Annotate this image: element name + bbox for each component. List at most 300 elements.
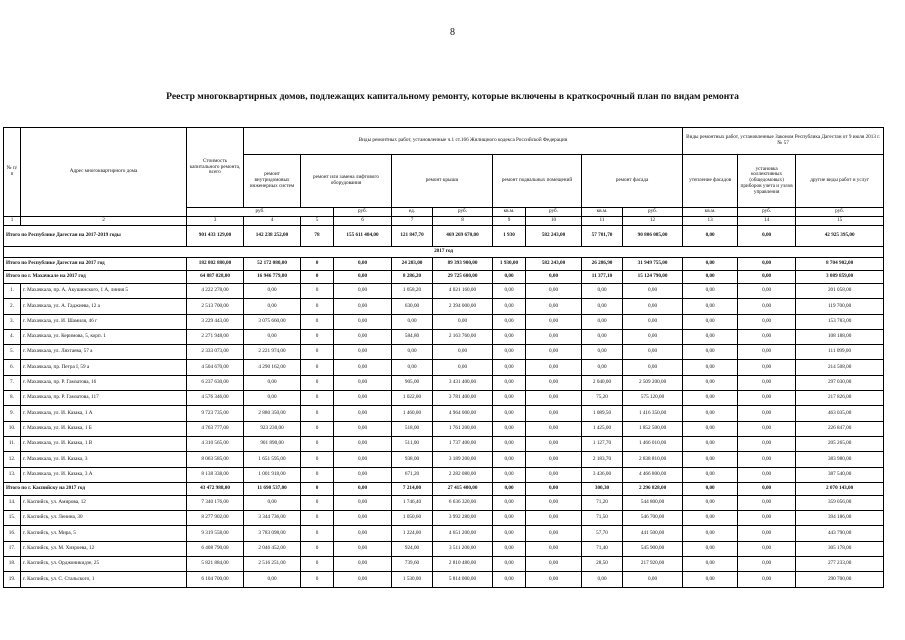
header-insulation: утепление фасадов bbox=[683, 155, 738, 208]
row-value: 1 761 200,00 bbox=[433, 421, 493, 436]
row-value: 1 001 918,00 bbox=[244, 467, 301, 482]
row-value: 511,00 bbox=[392, 436, 433, 451]
row-number: 11. bbox=[4, 436, 21, 451]
row-value: 0,00 bbox=[582, 329, 623, 344]
header-roof: ремонт крыши bbox=[392, 155, 493, 208]
row-value: 0,00 bbox=[526, 314, 582, 329]
row-value: 0,00 bbox=[623, 345, 683, 360]
row-value: 0,00 bbox=[244, 391, 301, 406]
unit-cell: кв.м. bbox=[493, 208, 526, 217]
row-value: 0,00 bbox=[738, 572, 796, 587]
total-value: 0,00 bbox=[738, 226, 796, 247]
row-value: 923 230,00 bbox=[244, 421, 301, 436]
row-value: 0 bbox=[301, 467, 334, 482]
row-value: 3 436,00 bbox=[582, 467, 623, 482]
row-value: 3 344 736,00 bbox=[244, 511, 301, 526]
table-row bbox=[4, 452, 884, 467]
total-value: 182 802 880,00 bbox=[187, 258, 244, 271]
row-value: 0 bbox=[301, 511, 334, 526]
total-value: 1 930 bbox=[493, 226, 526, 247]
row-value: 0,00 bbox=[683, 391, 738, 406]
row-number: 9. bbox=[4, 406, 21, 421]
row-value: 1 737 400,00 bbox=[433, 436, 493, 451]
row-value: 0,00 bbox=[582, 314, 623, 329]
total-rd-2017-row bbox=[4, 258, 884, 271]
row-value: 3 783 098,00 bbox=[244, 526, 301, 541]
row-value: 2 516 251,00 bbox=[244, 557, 301, 572]
row-value: 6 636 320,00 bbox=[433, 495, 493, 510]
total-label: Итого по г. Каспийску на 2017 год bbox=[4, 482, 187, 495]
row-value: 0,00 bbox=[334, 360, 392, 375]
row-address: г. Махачкала, пр. Р. Гамзатова, 16 bbox=[21, 375, 187, 390]
header-facade: ремонт фасада bbox=[582, 155, 683, 208]
row-value: 4 504 670,00 bbox=[187, 360, 244, 375]
table-row bbox=[4, 436, 884, 451]
row-value: 0,00 bbox=[683, 360, 738, 375]
row-value: 0,00 bbox=[526, 299, 582, 314]
row-value: 0,00 bbox=[738, 541, 796, 556]
row-value: 0,00 bbox=[738, 314, 796, 329]
total-value: 8 704 902,00 bbox=[796, 258, 884, 271]
column-number-cell: 6 bbox=[334, 217, 392, 226]
row-value: 0,00 bbox=[493, 329, 526, 344]
row-value: 0,00 bbox=[738, 345, 796, 360]
row-value: 8 277 902,00 bbox=[187, 511, 244, 526]
row-value: 4 290 162,00 bbox=[244, 360, 301, 375]
row-value: 57,70 bbox=[582, 526, 623, 541]
row-value: 0,00 bbox=[334, 572, 392, 587]
year-row bbox=[4, 247, 884, 258]
row-value: 0 bbox=[301, 329, 334, 344]
total-value: 0,00 bbox=[683, 258, 738, 271]
total-label: Итого по Республике Дагестан на 2017-2019 годы bbox=[4, 226, 187, 247]
row-value: 4 021 160,00 bbox=[433, 284, 493, 299]
row-value: 1 022,00 bbox=[392, 391, 433, 406]
table-row bbox=[4, 421, 884, 436]
row-value: 0,00 bbox=[493, 421, 526, 436]
header-meters: установка коллективных (общедомовых) приборов учета и узлов управления bbox=[738, 155, 796, 208]
row-value: 0,00 bbox=[582, 572, 623, 587]
row-value: 0,00 bbox=[738, 406, 796, 421]
row-value: 0,00 bbox=[683, 421, 738, 436]
row-value: 0 bbox=[301, 391, 334, 406]
row-value: 4 651 200,00 bbox=[433, 526, 493, 541]
row-value: 2 810 480,00 bbox=[433, 557, 493, 572]
row-value: 4 310 565,00 bbox=[187, 436, 244, 451]
row-value: 0,00 bbox=[526, 421, 582, 436]
row-value: 0,00 bbox=[244, 495, 301, 510]
row-value: 584,80 bbox=[392, 329, 433, 344]
row-value: 0,00 bbox=[493, 391, 526, 406]
row-value: 0,00 bbox=[738, 526, 796, 541]
unit-cell: руб. bbox=[796, 208, 884, 217]
row-address: г. Махачкала, пр. А. Акушинского, 1 А, линия 5 bbox=[21, 284, 187, 299]
total-value: 16 946 779,00 bbox=[244, 271, 301, 284]
row-value: 0,00 bbox=[738, 284, 796, 299]
row-value: 0,00 bbox=[738, 557, 796, 572]
row-value: 0,00 bbox=[433, 345, 493, 360]
row-number: 5. bbox=[4, 345, 21, 360]
column-number-cell: 7 bbox=[392, 217, 433, 226]
row-number: 18. bbox=[4, 557, 21, 572]
register-table bbox=[3, 127, 884, 588]
row-value: 0,00 bbox=[738, 391, 796, 406]
row-value: 111 099,00 bbox=[796, 345, 884, 360]
row-value: 0,00 bbox=[582, 360, 623, 375]
table-row bbox=[4, 511, 884, 526]
column-numbers-row bbox=[4, 217, 884, 226]
row-value: 0,00 bbox=[623, 299, 683, 314]
unit-cell: ед. bbox=[392, 208, 433, 217]
row-value: 2 513 700,00 bbox=[187, 299, 244, 314]
row-value: 0,00 bbox=[683, 375, 738, 390]
row-address: г. Махачкала, пр. Р. Гамзатова, 117 bbox=[21, 391, 187, 406]
row-value: 441 500,00 bbox=[623, 526, 683, 541]
row-value: 0,00 bbox=[526, 436, 582, 451]
table-row bbox=[4, 406, 884, 421]
row-value: 217 826,00 bbox=[796, 391, 884, 406]
column-number-cell: 4 bbox=[244, 217, 301, 226]
row-value: 0,00 bbox=[392, 360, 433, 375]
total-value: 142 238 252,00 bbox=[244, 226, 301, 247]
row-value: 0 bbox=[301, 572, 334, 587]
row-value: 0,00 bbox=[683, 345, 738, 360]
unit-cell: руб. bbox=[433, 208, 493, 217]
total-value: 155 611 484,00 bbox=[334, 226, 392, 247]
row-value: 0,00 bbox=[334, 495, 392, 510]
row-value: 671,20 bbox=[392, 467, 433, 482]
row-value: 545 900,00 bbox=[623, 541, 683, 556]
row-value: 0,00 bbox=[493, 467, 526, 482]
row-value: 630,00 bbox=[392, 299, 433, 314]
row-number: 14. bbox=[4, 495, 21, 510]
row-value: 4 763 777,00 bbox=[187, 421, 244, 436]
row-value: 938,00 bbox=[392, 452, 433, 467]
row-value: 0,00 bbox=[683, 452, 738, 467]
row-value: 0 bbox=[301, 436, 334, 451]
row-number: 6. bbox=[4, 360, 21, 375]
row-value: 1 425,00 bbox=[582, 421, 623, 436]
row-number: 8. bbox=[4, 391, 21, 406]
row-value: 0 bbox=[301, 299, 334, 314]
total-value: 0 bbox=[301, 271, 334, 284]
row-value: 2 838 810,00 bbox=[623, 452, 683, 467]
row-value: 3 229 443,00 bbox=[187, 314, 244, 329]
row-value: 0 bbox=[301, 495, 334, 510]
row-value: 0,00 bbox=[582, 284, 623, 299]
row-value: 359 056,00 bbox=[796, 495, 884, 510]
total-value: 89 393 900,00 bbox=[433, 258, 493, 271]
row-value: 0,00 bbox=[526, 284, 582, 299]
row-value: 2 271 948,00 bbox=[187, 329, 244, 344]
row-value: 4 964 000,00 bbox=[433, 406, 493, 421]
row-value: 0,00 bbox=[334, 391, 392, 406]
row-value: 0,00 bbox=[683, 526, 738, 541]
total-value: 0,00 bbox=[493, 271, 526, 284]
row-value: 0,00 bbox=[493, 452, 526, 467]
row-value: 28,50 bbox=[582, 557, 623, 572]
row-value: 387 540,00 bbox=[796, 467, 884, 482]
row-value: 0,00 bbox=[526, 572, 582, 587]
total-label: Итого по г. Махачкале на 2017 год bbox=[4, 271, 187, 284]
column-number-cell: 15 bbox=[796, 217, 884, 226]
row-value: 201 058,00 bbox=[796, 284, 884, 299]
row-value: 905,00 bbox=[392, 375, 433, 390]
row-value: 6 104 700,00 bbox=[187, 572, 244, 587]
row-value: 0,00 bbox=[526, 526, 582, 541]
row-value: 2 163 760,00 bbox=[433, 329, 493, 344]
row-value: 2 333 073,00 bbox=[187, 345, 244, 360]
total-value: 300,30 bbox=[582, 482, 623, 495]
column-number-cell: 12 bbox=[623, 217, 683, 226]
row-value: 9 723 735,00 bbox=[187, 406, 244, 421]
row-value: 119 700,00 bbox=[796, 299, 884, 314]
row-number: 1. bbox=[4, 284, 21, 299]
total-value: 0 bbox=[301, 482, 334, 495]
row-value: 0,00 bbox=[526, 329, 582, 344]
row-value: 4 576 346,00 bbox=[187, 391, 244, 406]
row-value: 0,00 bbox=[683, 329, 738, 344]
row-value: 0,00 bbox=[526, 495, 582, 510]
row-value: 0 bbox=[301, 406, 334, 421]
row-value: 0,00 bbox=[493, 557, 526, 572]
row-value: 0,00 bbox=[493, 375, 526, 390]
column-number-cell: 9 bbox=[493, 217, 526, 226]
total-value: 57 701,70 bbox=[582, 226, 623, 247]
table-row bbox=[4, 557, 884, 572]
row-address: г. Махачкала, ул. Ляхтаева, 57 а bbox=[21, 345, 187, 360]
row-value: 108 188,00 bbox=[796, 329, 884, 344]
row-value: 0,00 bbox=[582, 345, 623, 360]
row-address: г. Каспийск, ул. Ленина, 30 bbox=[21, 511, 187, 526]
row-value: 0,00 bbox=[526, 557, 582, 572]
row-value: 0,00 bbox=[334, 284, 392, 299]
row-value: 1 127,70 bbox=[582, 436, 623, 451]
row-value: 0,00 bbox=[526, 391, 582, 406]
column-number-cell: 2 bbox=[21, 217, 187, 226]
column-number-cell: 11 bbox=[582, 217, 623, 226]
row-value: 3 781 400,00 bbox=[433, 391, 493, 406]
row-value: 0 bbox=[301, 314, 334, 329]
unit-cell: руб. bbox=[187, 208, 334, 217]
unit-cell: кв.м. bbox=[683, 208, 738, 217]
row-value: 0,00 bbox=[683, 299, 738, 314]
row-value: 0,00 bbox=[493, 284, 526, 299]
row-value: 0 bbox=[301, 526, 334, 541]
row-address: г. Махачкала, ул. И. Казака, 3 bbox=[21, 452, 187, 467]
total-value: 26 286,90 bbox=[582, 258, 623, 271]
total-value: 0,00 bbox=[738, 271, 796, 284]
row-value: 0,00 bbox=[334, 436, 392, 451]
row-value: 0,00 bbox=[526, 345, 582, 360]
row-value: 1 466 010,00 bbox=[623, 436, 683, 451]
total-value: 0,00 bbox=[683, 226, 738, 247]
total-value: 11 690 537,00 bbox=[244, 482, 301, 495]
table-row bbox=[4, 360, 884, 375]
total-value: 7 214,00 bbox=[392, 482, 433, 495]
row-value: 0,00 bbox=[244, 375, 301, 390]
row-value: 0,00 bbox=[683, 436, 738, 451]
total-value: 15 124 790,00 bbox=[623, 271, 683, 284]
row-number: 10. bbox=[4, 421, 21, 436]
row-value: 0 bbox=[301, 541, 334, 556]
row-value: 0 bbox=[301, 345, 334, 360]
row-value: 0,00 bbox=[244, 299, 301, 314]
total-value: 0,00 bbox=[334, 482, 392, 495]
row-value: 7 340 176,00 bbox=[187, 495, 244, 510]
column-number-cell: 1 bbox=[4, 217, 21, 226]
total-value: 582 243,00 bbox=[526, 258, 582, 271]
row-value: 0,00 bbox=[683, 541, 738, 556]
row-value: 0,00 bbox=[493, 345, 526, 360]
row-value: 0,00 bbox=[334, 345, 392, 360]
document-title: Реестр многоквартирных домов, подлежащих капитальному ремонту, которые включены в краткосрочный план по видам ремонта bbox=[166, 91, 739, 102]
row-value: 1 416 350,00 bbox=[623, 406, 683, 421]
header-cost: Стоимость капитального ремонта, всего bbox=[187, 128, 244, 208]
table-row bbox=[4, 314, 884, 329]
row-value: 8 138 338,00 bbox=[187, 467, 244, 482]
row-number: 2. bbox=[4, 299, 21, 314]
header-num: № п/п bbox=[4, 128, 21, 217]
row-value: 217 920,00 bbox=[623, 557, 683, 572]
total-value: 27 415 400,00 bbox=[433, 482, 493, 495]
row-value: 0,00 bbox=[334, 375, 392, 390]
table-row bbox=[4, 345, 884, 360]
column-number-cell: 14 bbox=[738, 217, 796, 226]
total-value: 31 949 755,00 bbox=[623, 258, 683, 271]
row-address: г. Каспийск, ул. Орджоникидзе, 25 bbox=[21, 557, 187, 572]
row-value: 0,00 bbox=[493, 299, 526, 314]
row-value: 0,00 bbox=[526, 511, 582, 526]
total-kaspiysk-row bbox=[4, 482, 884, 495]
total-value: 0,00 bbox=[334, 271, 392, 284]
row-value: 297 030,00 bbox=[796, 375, 884, 390]
total-value: 0,00 bbox=[738, 482, 796, 495]
row-address: г. Махачкала, ул. А. Гаджиева, 12 а bbox=[21, 299, 187, 314]
table-row bbox=[4, 284, 884, 299]
row-value: 1 058,20 bbox=[392, 284, 433, 299]
column-number-cell: 5 bbox=[301, 217, 334, 226]
row-address: г. Каспийск, ул. М. Хизроева, 12 bbox=[21, 541, 187, 556]
row-value: 0,00 bbox=[738, 495, 796, 510]
header-address: Адрес многоквартирного дома bbox=[21, 128, 187, 217]
row-value: 0,00 bbox=[683, 406, 738, 421]
row-value: 0,00 bbox=[493, 526, 526, 541]
row-value: 4 222 278,00 bbox=[187, 284, 244, 299]
unit-cell: руб. bbox=[738, 208, 796, 217]
table-row bbox=[4, 375, 884, 390]
row-value: 153 783,00 bbox=[796, 314, 884, 329]
row-value: 214 508,00 bbox=[796, 360, 884, 375]
row-value: 6 237 630,00 bbox=[187, 375, 244, 390]
column-number-cell: 10 bbox=[526, 217, 582, 226]
row-value: 8 063 585,00 bbox=[187, 452, 244, 467]
row-value: 0,00 bbox=[738, 436, 796, 451]
row-value: 71,50 bbox=[582, 511, 623, 526]
row-value: 3 431 400,00 bbox=[433, 375, 493, 390]
row-value: 0,00 bbox=[334, 541, 392, 556]
row-value: 0,00 bbox=[493, 436, 526, 451]
row-number: 16. bbox=[4, 526, 21, 541]
row-value: 0,00 bbox=[433, 360, 493, 375]
total-value: 582 243,00 bbox=[526, 226, 582, 247]
row-value: 901 890,00 bbox=[244, 436, 301, 451]
row-value: 0 bbox=[301, 375, 334, 390]
row-value: 4 466 800,00 bbox=[623, 467, 683, 482]
total-value: 0,00 bbox=[683, 482, 738, 495]
row-value: 0,00 bbox=[334, 557, 392, 572]
row-number: 4. bbox=[4, 329, 21, 344]
row-value: 0 bbox=[301, 452, 334, 467]
table-row bbox=[4, 541, 884, 556]
total-value: 2 296 828,00 bbox=[623, 482, 683, 495]
row-value: 0,00 bbox=[738, 299, 796, 314]
table-row bbox=[4, 572, 884, 587]
total-value: 8 286,20 bbox=[392, 271, 433, 284]
row-value: 0,00 bbox=[334, 314, 392, 329]
row-address: г. Махачкала, пр. Петра I, 59 а bbox=[21, 360, 187, 375]
column-number-cell: 8 bbox=[433, 217, 493, 226]
row-value: 0,00 bbox=[493, 406, 526, 421]
row-value: 0 bbox=[301, 557, 334, 572]
total-value: 0 bbox=[301, 258, 334, 271]
row-value: 6 408 790,00 bbox=[187, 541, 244, 556]
row-value: 0,00 bbox=[738, 421, 796, 436]
table-row bbox=[4, 391, 884, 406]
unit-cell: руб. bbox=[334, 208, 392, 217]
row-value: 2 880 350,00 bbox=[244, 406, 301, 421]
row-value: 2 509 200,00 bbox=[623, 375, 683, 390]
row-value: 0,00 bbox=[334, 511, 392, 526]
row-value: 0,00 bbox=[526, 541, 582, 556]
row-number: 7. bbox=[4, 375, 21, 390]
total-value: 42 925 395,00 bbox=[796, 226, 884, 247]
row-value: 0,00 bbox=[526, 360, 582, 375]
row-value: 0,00 bbox=[334, 329, 392, 344]
total-value: 469 269 670,00 bbox=[433, 226, 493, 247]
row-value: 0,00 bbox=[623, 360, 683, 375]
header-other: другие виды работ и услуг bbox=[796, 155, 884, 208]
total-value: 1 930,00 bbox=[493, 258, 526, 271]
row-value: 0,00 bbox=[623, 572, 683, 587]
row-value: 0,00 bbox=[623, 314, 683, 329]
header-engineering: ремонт внутридомовых инженерных систем bbox=[244, 155, 301, 208]
total-value: 78 bbox=[301, 226, 334, 247]
row-value: 0,00 bbox=[334, 452, 392, 467]
row-value: 2 221 974,00 bbox=[244, 345, 301, 360]
row-value: 0,00 bbox=[392, 314, 433, 329]
row-value: 0,00 bbox=[683, 495, 738, 510]
row-value: 0,00 bbox=[623, 329, 683, 344]
row-value: 0,00 bbox=[683, 511, 738, 526]
row-address: г. Махачкала, ул. И. Казака, 1 В bbox=[21, 436, 187, 451]
total-value: 52 172 080,00 bbox=[244, 258, 301, 271]
total-value: 11 377,10 bbox=[582, 271, 623, 284]
unit-cell: руб. bbox=[526, 208, 582, 217]
row-value: 443 790,00 bbox=[796, 526, 884, 541]
row-value: 2 046 452,00 bbox=[244, 541, 301, 556]
row-value: 1 746,40 bbox=[392, 495, 433, 510]
row-value: 0,00 bbox=[334, 406, 392, 421]
row-value: 0,00 bbox=[683, 467, 738, 482]
row-address: г. Махачкала, ул. И. Казака, 1 Б bbox=[21, 421, 187, 436]
row-value: 0,00 bbox=[623, 284, 683, 299]
table-row bbox=[4, 495, 884, 510]
row-value: 3 992 280,00 bbox=[433, 511, 493, 526]
row-value: 226 847,00 bbox=[796, 421, 884, 436]
row-value: 0,00 bbox=[526, 467, 582, 482]
total-value: 901 433 129,00 bbox=[187, 226, 244, 247]
